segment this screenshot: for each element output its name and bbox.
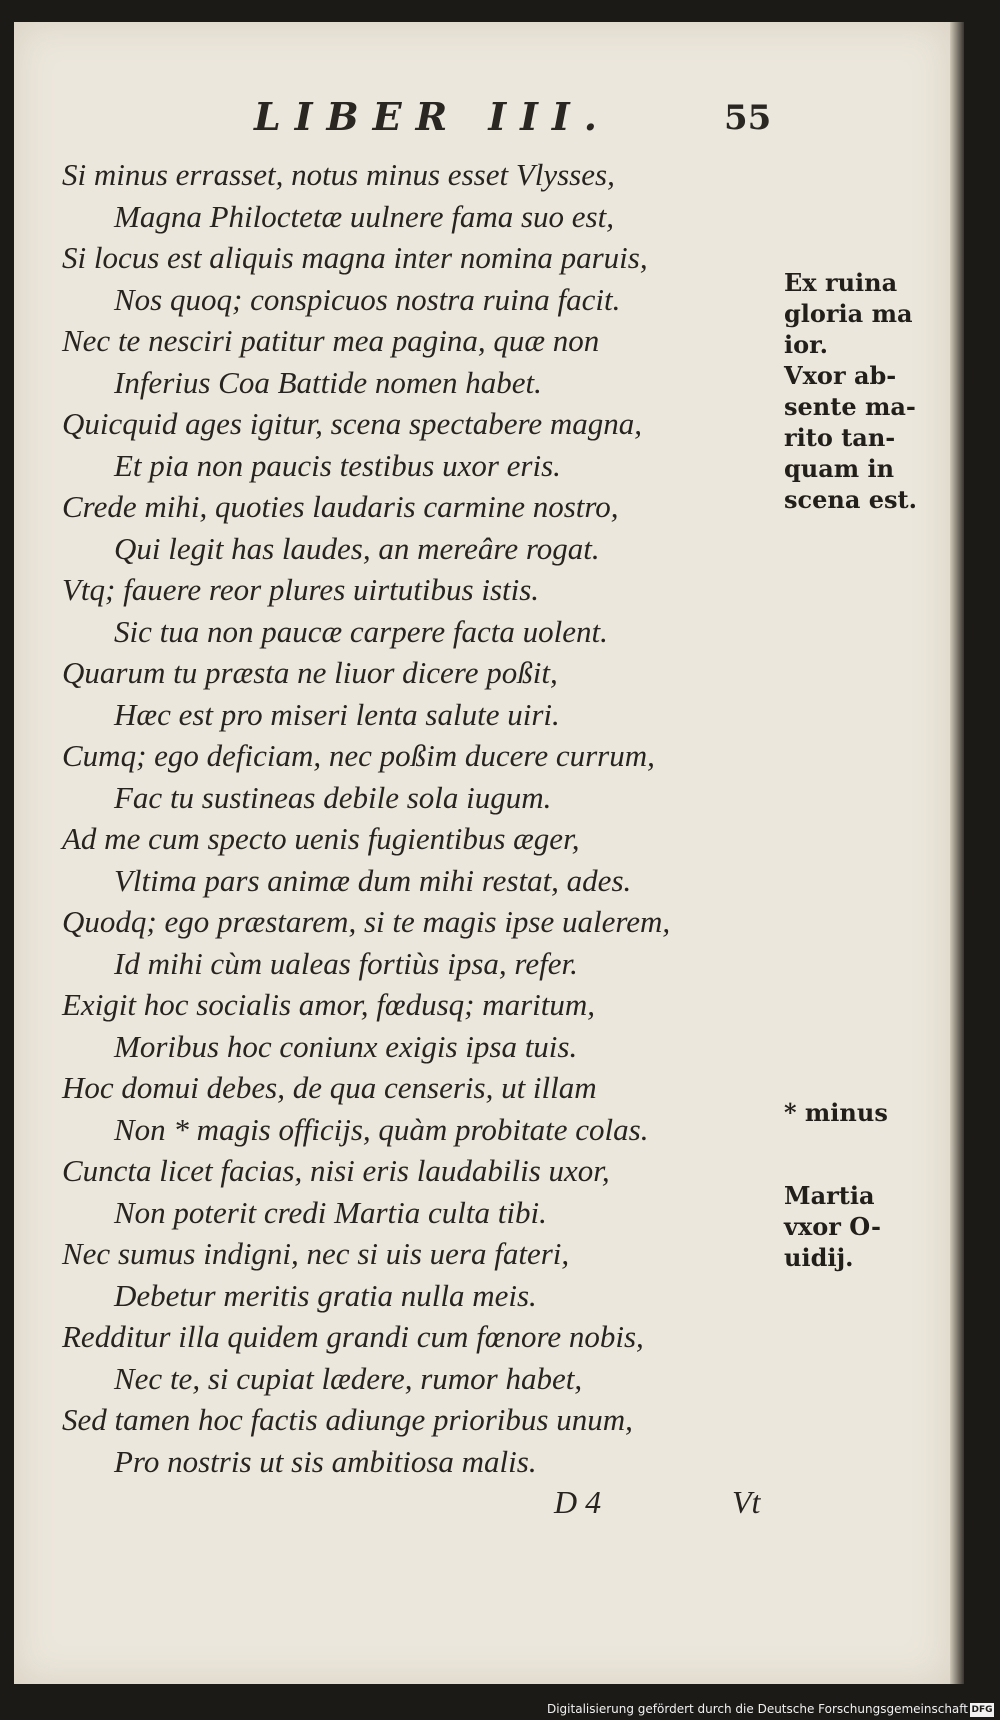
verse-line: Non * magis officijs, quàm probitate colas. — [114, 1111, 649, 1147]
page-number: 55 — [724, 98, 772, 138]
catchword: Vt — [732, 1484, 761, 1520]
verse-line: Id mihi cùm ualeas fortiùs ipsa, refer. — [114, 945, 578, 981]
margin-note: Ex ruina gloria ma ior. Vxor ab- sente ma- rito tan- quam in scena est. — [784, 267, 917, 514]
verse-line: Ad me cum specto uenis fugientibus æger, — [62, 821, 580, 856]
verse-line: Cuncta licet facias, nisi eris laudabilis uxor, — [62, 1153, 610, 1188]
verse-line: Qui legit has laudes, an mereâre rogat. — [114, 530, 600, 566]
dfg-logo-icon: DFG — [971, 1705, 993, 1715]
verse-line: Vltima pars animæ dum mihi restat, ades. — [114, 862, 632, 898]
page-edge — [950, 22, 964, 1684]
digitization-credit: Digitalisierung gefördert durch die Deutsche Forschungsgemeinschaft — [546, 1702, 968, 1716]
verse-line: Non poterit credi Martia culta tibi. — [114, 1194, 547, 1230]
verse-line: Vtq; fauere reor plures uirtutibus istis. — [62, 572, 540, 607]
margin-note: * minus — [784, 1097, 888, 1127]
verse-line: Moribus hoc coniunx exigis ipsa tuis. — [114, 1028, 578, 1064]
verse-line: Si minus errasset, notus minus esset Vlysses, — [62, 157, 615, 192]
verse-line: Nec sumus indigni, nec si uis uera fateri, — [62, 1236, 570, 1271]
verse-line: Hæc est pro miseri lenta salute uiri. — [114, 696, 560, 732]
verse-line: Et pia non paucis testibus uxor eris. — [114, 447, 561, 483]
verse-line: Nos quoq; conspicuos nostra ruina facit. — [114, 281, 621, 317]
verse-line: Redditur illa quidem grandi cum fœnore nobis, — [62, 1319, 644, 1354]
verse-line: Debetur meritis gratia nulla meis. — [114, 1277, 537, 1313]
verse-line: Pro nostris ut sis ambitiosa malis. — [114, 1443, 537, 1479]
page-footer — [554, 1484, 794, 1524]
verse-line: Magna Philoctetæ uulnere fama suo est, — [114, 198, 614, 234]
signature-mark: D 4 — [554, 1484, 602, 1520]
verse-line: Sic tua non paucæ carpere facta uolent. — [114, 613, 608, 649]
verse-line: Si locus est aliquis magna inter nomina paruis, — [62, 240, 648, 275]
verse-line: Crede mihi, quoties laudaris carmine nostro, — [62, 489, 619, 524]
verse-line: Hoc domui debes, de qua censeris, ut illam — [62, 1070, 597, 1105]
verse-line: Cumq; ego deficiam, nec poßim ducere currum, — [62, 738, 655, 773]
verse-line: Fac tu sustineas debile sola iugum. — [114, 779, 552, 815]
verse-line: Inferius Coa Battide nomen habet. — [114, 364, 542, 400]
margin-note: Martia vxor O- uidij. — [784, 1180, 882, 1272]
book-page — [14, 22, 950, 1684]
verse-line: Quicquid ages igitur, scena spectabere magna, — [62, 406, 643, 441]
verse-line: Quodq; ego præstarem, si te magis ipse ualerem, — [62, 904, 671, 939]
verse-line: Exigit hoc socialis amor, fœdusq; maritum, — [62, 987, 596, 1022]
verse-line: Sed tamen hoc factis adiunge prioribus unum, — [62, 1402, 633, 1437]
running-head: LIBER III. — [254, 94, 611, 139]
verse-line: Nec te nesciri patitur mea pagina, quæ non — [62, 323, 600, 358]
verse-line: Nec te, si cupiat lædere, rumor habet, — [114, 1360, 583, 1396]
verse-block — [14, 154, 774, 1482]
verse-line: Quarum tu præsta ne liuor dicere poßit, — [62, 655, 558, 690]
